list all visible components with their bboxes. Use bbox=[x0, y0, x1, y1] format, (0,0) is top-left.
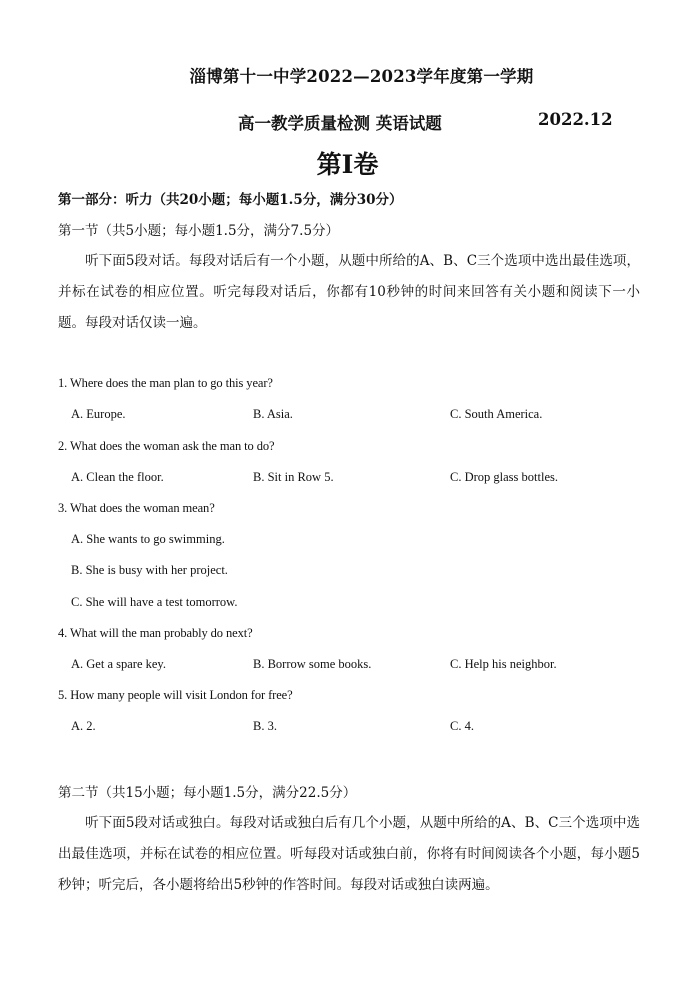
section1-instructions-text: 听下面5段对话。每段对话后有一个小题，从题中所给的A、B、C三个选项中选出最佳选项，并标在试卷的相应位置。听完每段对话后，你都有10秒钟的时间来回答有关小题和阅读下一小题。每段对话仅读一遍。 bbox=[58, 253, 640, 331]
question-4-option-c: C. Help his neighbor. bbox=[450, 657, 557, 671]
question-2-option-c: C. Drop glass bottles. bbox=[450, 470, 558, 484]
section2-instructions-text: 听下面5段对话或独白。每段对话或独白后有几个小题，从题中所给的A、B、C三个选项中选出最佳选项，并标在试卷的相应位置。听每段对话或独白前，你将有时间阅读各个小题，每小题5秒钟；听完后，各小题将给出5秒钟的作答时间。每段对话或独白读两遍。 bbox=[58, 815, 640, 893]
section2-instructions bbox=[58, 808, 640, 901]
question-3-option-a: A. She wants to go swimming. bbox=[71, 532, 225, 546]
section1-instructions bbox=[58, 246, 640, 339]
section2-heading: 第二节（共15小题；每小题1.5分，满分22.5分） bbox=[58, 785, 357, 801]
question-2-option-a: A. Clean the floor. bbox=[71, 470, 164, 484]
question-1-option-a: A. Europe. bbox=[71, 407, 126, 421]
question-5-option-a: A. 2. bbox=[71, 719, 96, 733]
school-term-title: 淄博第十一中学2022—2023学年度第一学期 bbox=[189, 67, 534, 86]
question-4-option-a: A. Get a spare key. bbox=[71, 657, 166, 671]
question-4-stem: 4. What will the man probably do next? bbox=[58, 626, 253, 640]
volume-title: 第I卷 bbox=[316, 150, 379, 179]
question-5-option-c: C. 4. bbox=[450, 719, 474, 733]
question-3-option-c: C. She will have a test tomorrow. bbox=[71, 595, 238, 609]
question-1-option-c: C. South America. bbox=[450, 407, 543, 421]
question-4-option-b: B. Borrow some books. bbox=[253, 657, 372, 671]
question-1-option-b: B. Asia. bbox=[253, 407, 293, 421]
exam-date: 2022.12 bbox=[538, 110, 613, 129]
exam-name-title: 高一教学质量检测 英语试题 bbox=[238, 114, 442, 133]
question-5-option-b: B. 3. bbox=[253, 719, 277, 733]
part1-heading: 第一部分：听力（共20小题；每小题1.5分，满分30分） bbox=[58, 192, 403, 208]
question-3-stem: 3. What does the woman mean? bbox=[58, 501, 215, 515]
question-2-option-b: B. Sit in Row 5. bbox=[253, 470, 334, 484]
question-3-option-b: B. She is busy with her project. bbox=[71, 563, 228, 577]
question-1-stem: 1. Where does the man plan to go this year? bbox=[58, 376, 273, 390]
section1-heading: 第一节（共5小题；每小题1.5分，满分7.5分） bbox=[58, 223, 340, 239]
question-5-stem: 5. How many people will visit London for free? bbox=[58, 688, 293, 702]
question-2-stem: 2. What does the woman ask the man to do? bbox=[58, 439, 275, 453]
